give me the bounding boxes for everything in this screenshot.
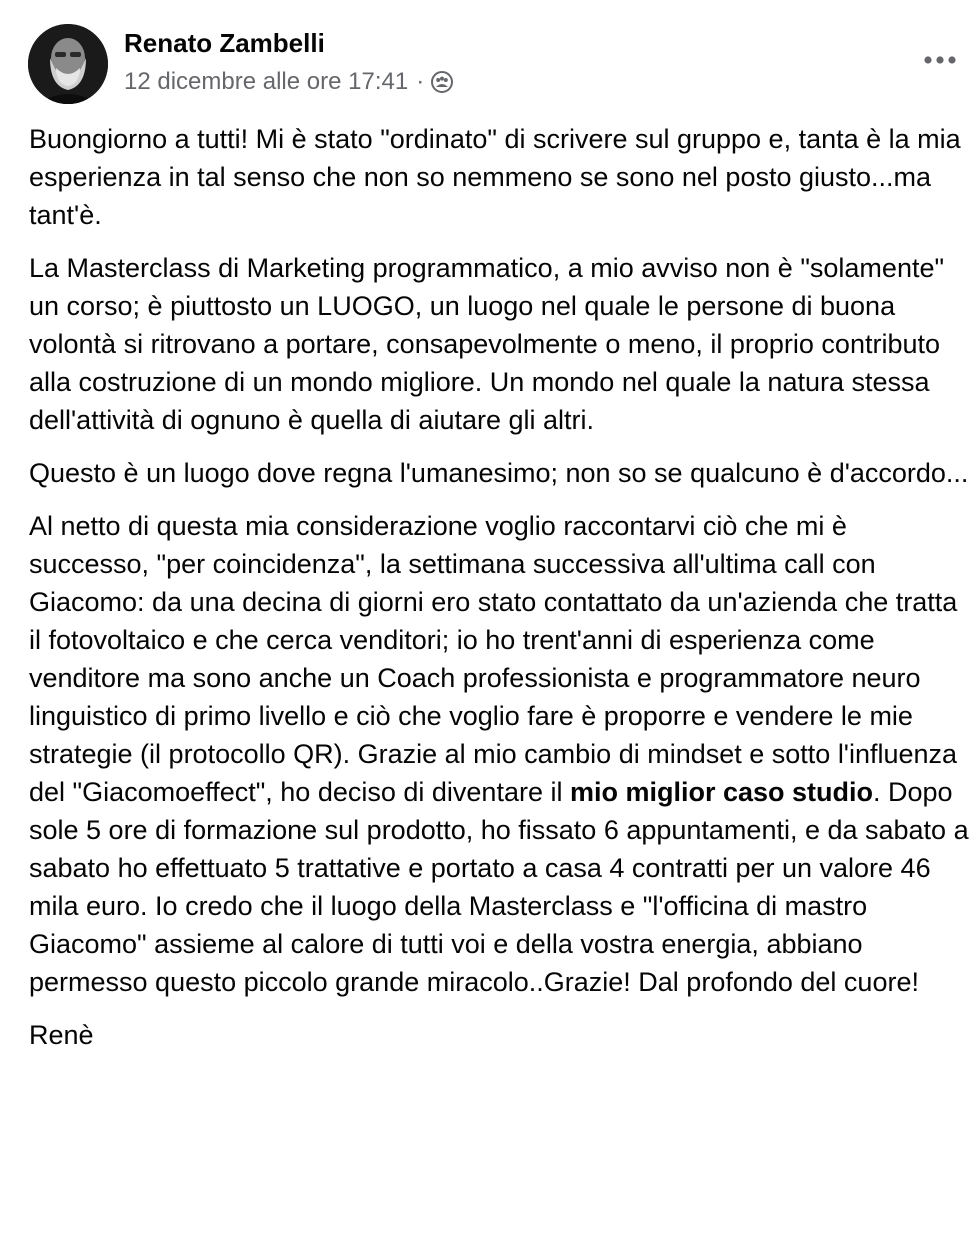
post-paragraph-1: Buongiorno a tutti! Mi è stato "ordinato" di scrivere sul gruppo e, tanta è la mia esperienza in tal senso che non so nemmeno se sono nel posto giusto...ma tant'è. (29, 124, 961, 230)
bold-emphasis: mio miglior caso studio (569, 777, 874, 807)
paragraph-4-text-end: . Dopo sole 5 ore di formazione sul prodotto, ho fissato 6 appuntamenti, e da sabato a sabato ho effettuato 5 trattative e portato a casa 4 contratti per un valore 46 mila euro. Io credo che il luogo della Masterclass e "l'officina di mastro Giacomo" assieme al calore di tutti voi e della vostra energia, abbiano permesso questo piccolo grande miracolo..Grazie! Dal profondo del cuore! (29, 777, 969, 997)
post-signature: Renè (29, 1020, 94, 1050)
author-name[interactable]: Renato Zambelli (124, 28, 325, 58)
meta-separator: · (416, 68, 425, 95)
post-paragraph-4 (29, 507, 969, 1001)
more-options-button[interactable] (916, 42, 964, 78)
paragraph-4-text-start: Al netto di questa mia considerazione voglio raccontarvi ciò che mi è successo, "per coincidenza", la settimana successiva all'ultima call con Giacomo: da una decina di giorni ero stato contattato da un'azienda che tratta il fotovoltaico e che cerca venditori; io ho trent'anni di esperienza come venditore ma sono anche un Coach professionista e programmatore neuro linguistico di primo livello e ciò che voglio fare è proporre e vendere le mie strategie (il protocollo QR). Grazie al mio cambio di mindset e sotto l'influenza del "Giacomoeffect", ho deciso di diventare il (29, 511, 958, 807)
more-horizontal-icon (923, 55, 957, 65)
post-paragraph-2: La Masterclass di Marketing programmatico, a mio avviso non è "solamente" un corso; è piuttosto un LUOGO, un luogo nel quale le persone di buona volontà si ritrovano a portare, consapevolmente o meno, il proprio contributo alla costruzione di un mondo migliore. Un mondo nel quale la natura stessa dell'attività di ognuno è quella di aiutare gli altri. (29, 253, 945, 435)
post-timestamp[interactable]: 12 dicembre alle ore 17:41 (124, 68, 409, 95)
post-paragraph-3: Questo è un luogo dove regna l'umanesimo; non so se qualcuno è d'accordo... (29, 458, 969, 488)
post-header (28, 24, 968, 108)
avatar-portrait-icon (28, 24, 108, 104)
avatar[interactable] (28, 24, 108, 104)
post-meta (124, 68, 454, 96)
group-audience-icon[interactable] (430, 70, 454, 94)
post-body (29, 120, 969, 1069)
